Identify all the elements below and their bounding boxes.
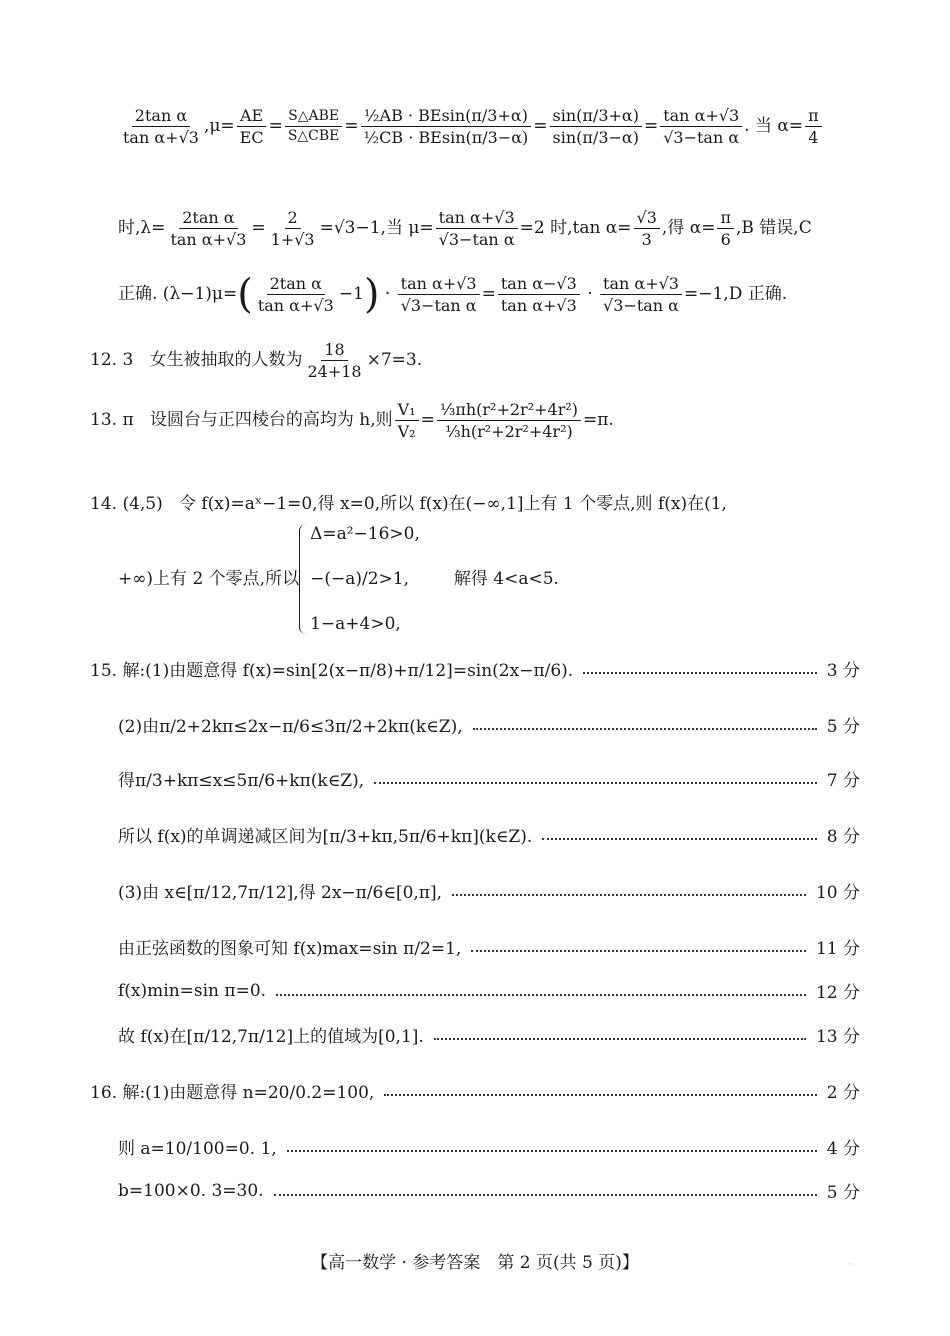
fraction-pi-over-6: $\frac{\pi}{6}$	[717, 208, 734, 249]
page-footer: 【高一数学 · 参考答案 第 2 页(共 5 页)】	[311, 1253, 639, 1273]
q12-label: 12. 3	[90, 350, 134, 371]
fraction-mu: $\frac{\text{tan α+√3}}{\text{√3−tan α}}$	[436, 208, 518, 249]
fraction-sin-ratio: $\frac{\sin(\pi/3+\alpha)}{\sin(\pi/3-\alpha)}$	[550, 106, 642, 147]
answer-q13: 13. π 设圆台与正四棱台的高均为 h,则 $\frac{\text{V₁}}{\text{V₂}}$ = $\frac{\text{⅓πh(r²+2r²+4r²)}}{\text{⅓h(r²+2r²+4r²)}}$ =π.	[90, 400, 614, 442]
inequality-system: Δ=a²−16>0, −(−a)/2>1, 1−a+4>0,	[299, 524, 420, 634]
score-points: 4 分	[826, 1139, 860, 1159]
score-points: 7 分	[826, 771, 860, 791]
fraction-lambda-3: $\frac{\text{2tan α}}{\text{tan α+√3}}$	[257, 274, 334, 316]
score-points: 2 分	[826, 1083, 860, 1103]
q15-step-8: 故 f(x)在[π/12,7π/12]上的值域为[0,1]. 13 分	[118, 1022, 860, 1047]
fraction-area-ratio: $\frac{\text{S△ABE}}{\text{S△CBE}}$	[285, 108, 343, 145]
fraction-tan-ratio: $\frac{\text{tan α+√3}}{\text{√3−tan α}}$	[660, 106, 742, 147]
q15-step-7: f(x)min=sin π=0. 12 分	[118, 978, 860, 1003]
q15-step-2: (2)由π/2+2kπ≤2x−π/6≤3π/2+2kπ(k∈Z), 5 分	[118, 712, 860, 737]
answer-q14-line-1: 14. (4,5) 令 f(x)=aˣ−1=0,得 x=0,所以 f(x)在(−∞,1]上有 1 个零点,则 f(x)在(1,	[90, 494, 727, 514]
fraction-sampling: $\frac{18}{24+18}$	[307, 340, 362, 382]
fraction-root3-over-3: $\frac{√3}{3}$	[634, 208, 660, 249]
score-points: 5 分	[826, 717, 860, 737]
fraction-area-expanded: $\frac{\text{½AB · BEsin(π/3+α)}}{\text{½CB · BEsin(π/3−α)}}$	[361, 106, 532, 147]
fraction-alpha-value: $\frac{\pi}{4}$	[805, 106, 822, 147]
continuation-line-1: $\frac{\text{2tan α}}{\text{tan α+√3}}$ ,μ= $\frac{AE}{EC}$ = $\frac{\text{S△ABE}}{\text{S△CBE}}$ = $\frac{\text{½AB · BEsin(π/3+α)}}{\text{½CB · BEsin(π/3−α)}}$ = $\frac{\sin(\pi/3+\alpha)}{\sin(\pi/3-\alpha)}$ = $\frac{\text{tan α+√3}}{\text{√3−tan α}}$ . 当 α= $\frac{\pi}{4}$	[118, 106, 824, 147]
q15-step-6: 由正弦函数的图象可知 f(x)max=sin π/2=1, 11 分	[118, 934, 860, 959]
q15-step-4: 所以 f(x)的单调递减区间为[π/3+kπ,5π/6+kπ](k∈Z). 8 分	[118, 822, 860, 847]
q14-label: 14. (4,5)	[90, 494, 163, 514]
fraction-mu-3: $\frac{\text{tan α+√3}}{\text{√3−tan α}}$	[398, 274, 480, 315]
continuation-line-2: 时,λ= $\frac{\text{2tan α}}{\text{tan α+√3}}$ = $\frac{2}{1+√3}$ =√3−1,当 μ= $\frac{\text{tan α+√3}}{\text{√3−tan α}}$ =2 时,tan α= $\frac{√3}{3}$ ,得 α= $\frac{\pi}{6}$ ,B 错误,C	[118, 208, 812, 250]
fraction-volume-expanded: $\frac{\text{⅓πh(r²+2r²+4r²)}}{\text{⅓h(r²+2r²+4r²)}}$	[437, 400, 581, 441]
score-points: 13 分	[815, 1027, 860, 1047]
fraction-lambda-2: $\frac{\text{2tan α}}{\text{tan α+√3}}$	[170, 208, 247, 250]
fraction-ae-ec: $\frac{AE}{EC}$	[237, 106, 267, 147]
corner-mark: ··	[848, 1260, 854, 1270]
q13-label: 13. π	[90, 410, 134, 431]
score-points: 10 分	[815, 883, 860, 903]
q15-step-3: 得π/3+kπ≤x≤5π/6+kπ(k∈Z), 7 分	[118, 766, 860, 791]
fraction-mu-4: $\frac{\text{tan α+√3}}{\text{√3−tan α}}$	[600, 274, 682, 315]
score-points: 11 分	[815, 939, 860, 959]
score-points: 8 分	[826, 827, 860, 847]
q15-step-1: 15. 解:(1)由题意得 f(x)=sin[2(x−π/8)+π/12]=sin(2x−π/6). 3 分	[90, 656, 860, 681]
fraction-volume-ratio: $\frac{\text{V₁}}{\text{V₂}}$	[395, 400, 419, 441]
answer-q14-line-2: +∞)上有 2 个零点,所以 Δ=a²−16>0, −(−a)/2>1, 1−a+4>0, 解得 4<a<5.	[118, 524, 559, 634]
fraction-lambda: $\frac{\text{2tan α}}{\text{tan α+√3}}$	[123, 106, 199, 148]
q16-step-2: 则 a=10/100=0. 1, 4 分	[118, 1134, 860, 1159]
score-points: 12 分	[815, 983, 860, 1003]
q15-step-5: (3)由 x∈[π/12,7π/12],得 2x−π/6∈[0,π], 10 分	[118, 878, 860, 903]
score-points: 3 分	[826, 661, 860, 681]
score-points: 5 分	[826, 1183, 860, 1203]
fraction-two-over: $\frac{2}{1+√3}$	[270, 208, 315, 250]
answer-q12: 12. 3 女生被抽取的人数为 $\frac{18}{24+18}$ ×7=3.	[90, 340, 423, 382]
q16-step-1: 16. 解:(1)由题意得 n=20/0.2=100, 2 分	[90, 1078, 860, 1103]
continuation-line-3: 正确. (λ−1)μ=( $\frac{\text{2tan α}}{\text{tan α+√3}}$ −1) · $\frac{\text{tan α+√3}}{\text{√3−tan α}}$ = $\frac{\text{tan α−√3}}{\text{tan α+√3}}$ · $\frac{\text{tan α+√3}}{\text{√3−tan α}}$ =−1,D 正确.	[118, 271, 788, 318]
fraction-lambda-minus: $\frac{\text{tan α−√3}}{\text{tan α+√3}}$	[498, 274, 580, 315]
q16-step-3: b=100×0. 3=30. 5 分	[118, 1178, 860, 1203]
